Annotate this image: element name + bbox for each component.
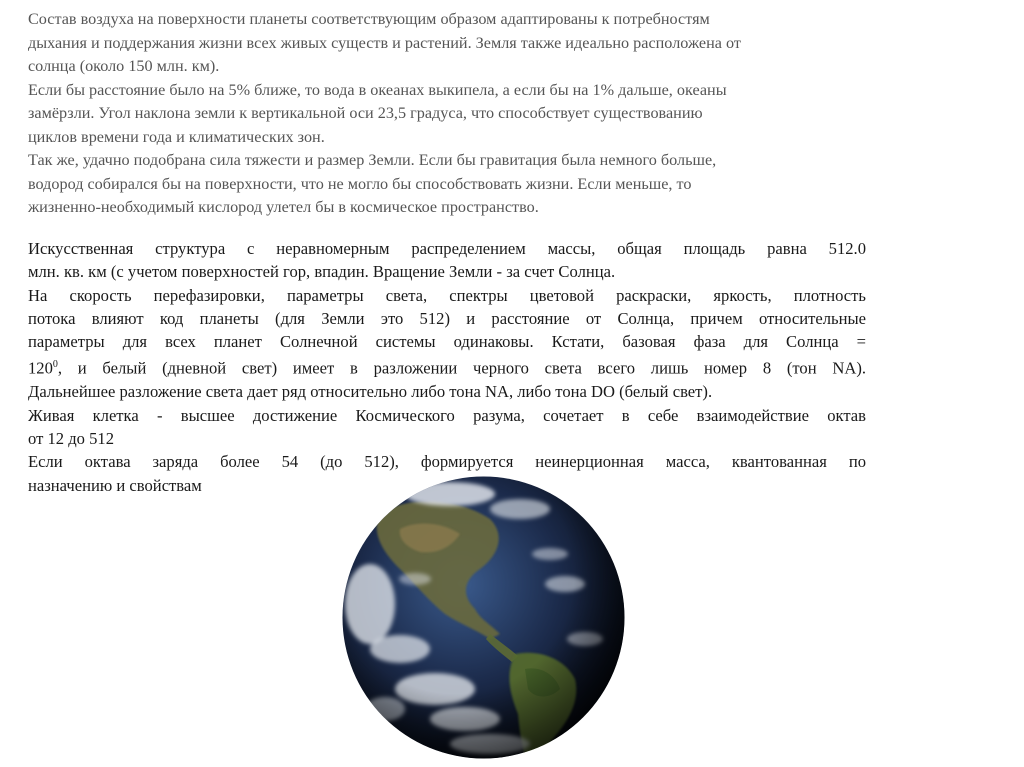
intro-line: солнца (около 150 млн. км). bbox=[28, 57, 220, 75]
phase-superscript: 0 bbox=[52, 359, 58, 371]
intro-line: жизненно-необходимый кислород улетел бы в космическое пространство. bbox=[28, 198, 539, 216]
main-line: Живая клетка - высшее достижение Космического разума, сочетает в себе взаимодействие октав bbox=[28, 405, 866, 425]
intro-line: Так же, удачно подобрана сила тяжести и размер Земли. Если бы гравитация была немного больше, bbox=[28, 151, 717, 169]
intro-line: водород собирался бы на поверхности, что не могло бы способствовать жизни. Если меньше, то bbox=[28, 174, 692, 193]
globe-shading bbox=[343, 477, 625, 759]
earth-globe-image bbox=[340, 474, 627, 761]
main-line: Дальнейшее разложение света дает ряд относительно либо тона NA, либо тона DO (белый свет). bbox=[28, 382, 713, 402]
main-line: потока влияют код планеты (для Земли это 512) и расстояние от Солнца, причем относительные bbox=[28, 308, 866, 328]
intro-line: дыхания и поддержания жизни всех живых существ и растений. Земля также идеально расположена от bbox=[28, 33, 741, 52]
earth-globe-svg bbox=[340, 474, 627, 761]
main-line: млн. кв. км (с учетом поверхностей гор, впадин. Вращение Земли - за счет Солнца. bbox=[28, 262, 616, 282]
phase-rest: , и белый (дневной свет) имеет в разложении черного света всего лишь номер 8 (тон NA). bbox=[57, 359, 866, 379]
intro-text-block bbox=[28, 8, 898, 220]
intro-line: циклов времени года и климатических зон. bbox=[28, 127, 325, 146]
main-line: от 12 до 512 bbox=[28, 428, 114, 448]
intro-line: Если бы расстояние было на 5% ближе, то вода в океанах выкипела, а если бы на 1% дальше, океаны bbox=[28, 80, 727, 99]
phase-value: 120 bbox=[28, 359, 53, 379]
intro-line: замёрзли. Угол наклона земли к вертикальной оси 23,5 градуса, что способствует существованию bbox=[28, 104, 703, 122]
main-line bbox=[28, 353, 866, 380]
main-line: На скорость перефазировки, параметры света, спектры цветовой раскраски, яркость, плотность bbox=[28, 285, 866, 305]
main-line: назначению и свойствам bbox=[28, 475, 202, 495]
main-line: параметры для всех планет Солнечной системы одинаковы. Кстати, базовая фаза для Солнца = bbox=[28, 332, 866, 352]
intro-line: Состав воздуха на поверхности планеты соответствующим образом адаптированы к потребностям bbox=[28, 10, 710, 28]
main-text-block bbox=[28, 237, 866, 497]
main-line: Если октава заряда более 54 (до 512), формируется неинерционная масса, квантованная по bbox=[28, 452, 866, 472]
main-line: Искусственная структура с неравномерным распределением массы, общая площадь равна 512.0 bbox=[28, 239, 866, 258]
